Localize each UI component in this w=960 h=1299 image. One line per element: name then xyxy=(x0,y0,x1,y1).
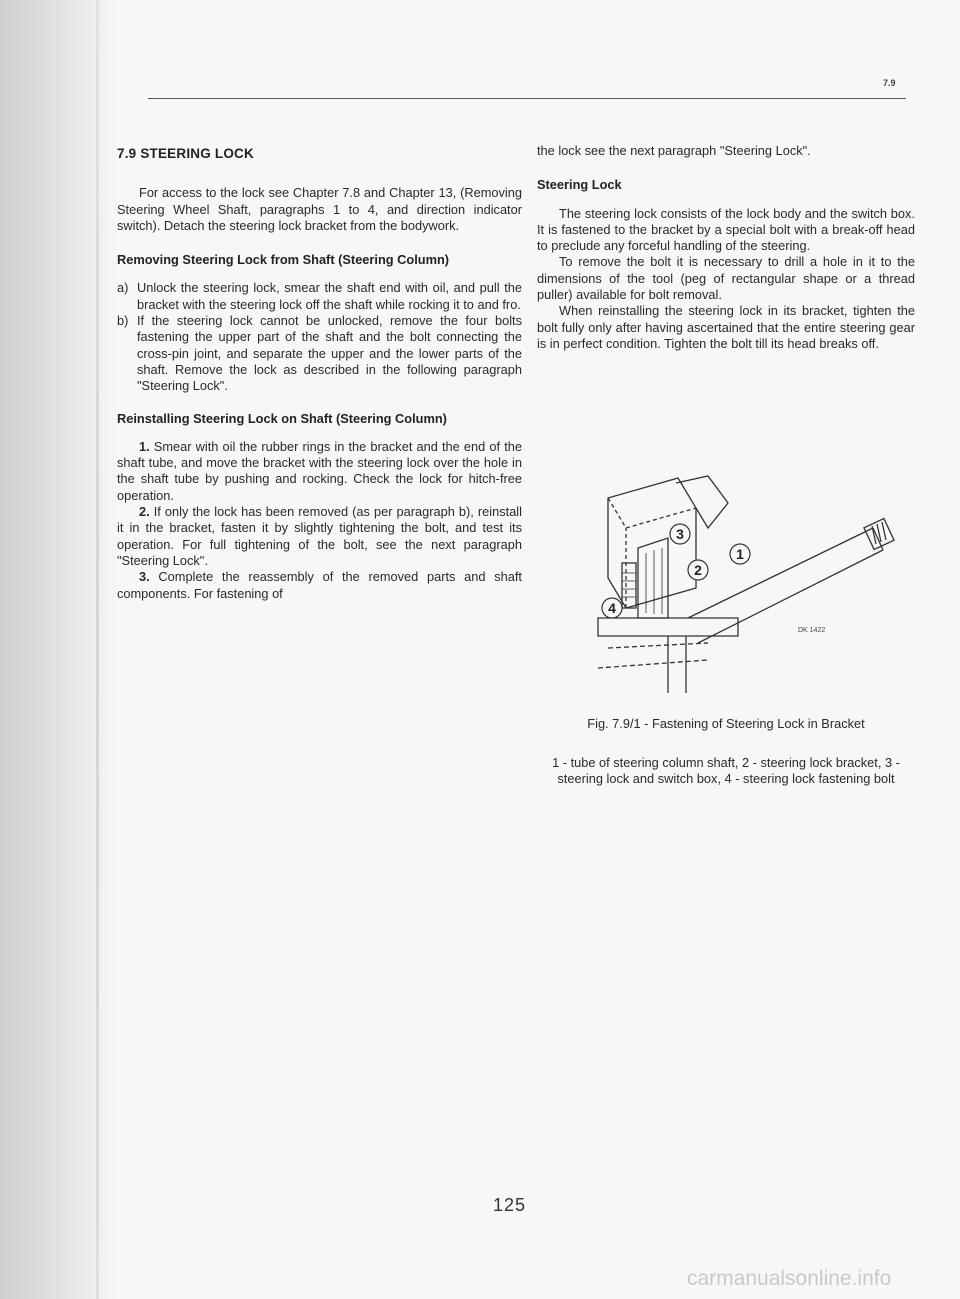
left-column xyxy=(117,146,522,602)
step-paragraph xyxy=(117,439,522,504)
watermark: carmanualsonline.info xyxy=(687,1267,892,1290)
figure-code: DK 1422 xyxy=(798,627,826,634)
continuation-paragraph: the lock see the next paragraph "Steering Lock". xyxy=(537,143,811,158)
figure-legend: 1 - tube of steering column shaft, 2 - steering lock bracket, 3 - steering lock and switch box, 4 - steering lock fastening bolt xyxy=(552,755,900,787)
heading-steering-lock: Steering Lock xyxy=(537,177,622,193)
page-spine-shadow xyxy=(0,0,118,1299)
step-paragraph xyxy=(117,569,522,602)
figure-caption: Fig. 7.9/1 - Fastening of Steering Lock in Bracket xyxy=(587,716,865,731)
list-item-label: a) xyxy=(117,280,129,296)
callout-label: 1 xyxy=(736,546,744,562)
step-text: Complete the reassembly of the removed parts and shaft components. For fastening of xyxy=(117,569,522,601)
callout-1 xyxy=(730,544,750,564)
list-item-text: If the steering lock cannot be unlocked, remove the four bolts fastening the upper part of the shaft and the bolt connecting the cross-pin joint, and separate the upper and the lower parts of the shaft. Remove the lock as described in the following paragraph "Steering Lock". xyxy=(137,313,522,394)
list-item xyxy=(117,313,522,394)
heading-removing: Removing Steering Lock from Shaft (Steering Column) xyxy=(117,252,450,268)
step-text: Smear with oil the rubber rings in the bracket and the end of the shaft tube, and move the bracket with the steering lock over the hole in the shaft tube by pushing and rocking. Check the lock for hitch-free operation. xyxy=(117,438,522,503)
section-title: 7.9 STEERING LOCK xyxy=(117,146,254,161)
intro-paragraph: For access to the lock see Chapter 7.8 and Chapter 13, (Removing Steering Wheel Shaft, paragraphs 1 to 4, and direction indicator switch). Detach the steering lock bracket from the bodywork. xyxy=(117,185,522,233)
spine-crease xyxy=(96,0,99,1299)
step-text: If only the lock has been removed (as per paragraph b), reinstall it in the bracket, fasten it by slightly tightening the bolt, and test its operation. For full tightening of the bolt, see the next paragraph "Steering Lock". xyxy=(117,504,522,568)
callout-4 xyxy=(602,598,622,618)
callout-label: 3 xyxy=(676,526,684,542)
callout-3 xyxy=(670,524,690,544)
body-paragraph: To remove the bolt it is necessary to drill a hole in it to the dimensions of the tool (peg of rectangular shape or a thread puller) available for bolt removal. xyxy=(537,254,915,303)
step-number: 3. xyxy=(139,569,150,585)
right-column xyxy=(537,143,915,352)
list-item xyxy=(117,280,522,313)
heading-reinstalling: Reinstalling Steering Lock on Shaft (Steering Column) xyxy=(117,410,447,426)
step-paragraph xyxy=(117,504,522,569)
list-item-label: b) xyxy=(117,313,129,329)
callout-label: 2 xyxy=(694,562,702,578)
header-rule xyxy=(148,98,906,99)
body-paragraph: The steering lock consists of the lock body and the switch box. It is fastened to the bracket by a special bolt with a break-off head to preclude any forceful handling of the steering. xyxy=(537,205,915,254)
callout-label: 4 xyxy=(608,600,616,616)
step-number: 2. xyxy=(139,504,150,520)
list-item-text: Unlock the steering lock, smear the shaft end with oil, and pull the bracket with the steering lock off the shaft while rocking it to and fro. xyxy=(137,280,522,312)
steering-lock-drawing xyxy=(568,468,908,698)
page-number: 125 xyxy=(493,1195,527,1215)
figure-steering-lock xyxy=(568,468,908,698)
chapter-tag: 7.9 xyxy=(883,78,896,88)
step-number: 1. xyxy=(139,438,150,454)
removing-list xyxy=(117,280,522,394)
body-paragraph: When reinstalling the steering lock in its bracket, tighten the bolt fully only after having ascertained that the entire steering gear is in perfect condition. Tighten the bolt till its head breaks off. xyxy=(537,303,915,351)
callout-2 xyxy=(688,560,708,580)
